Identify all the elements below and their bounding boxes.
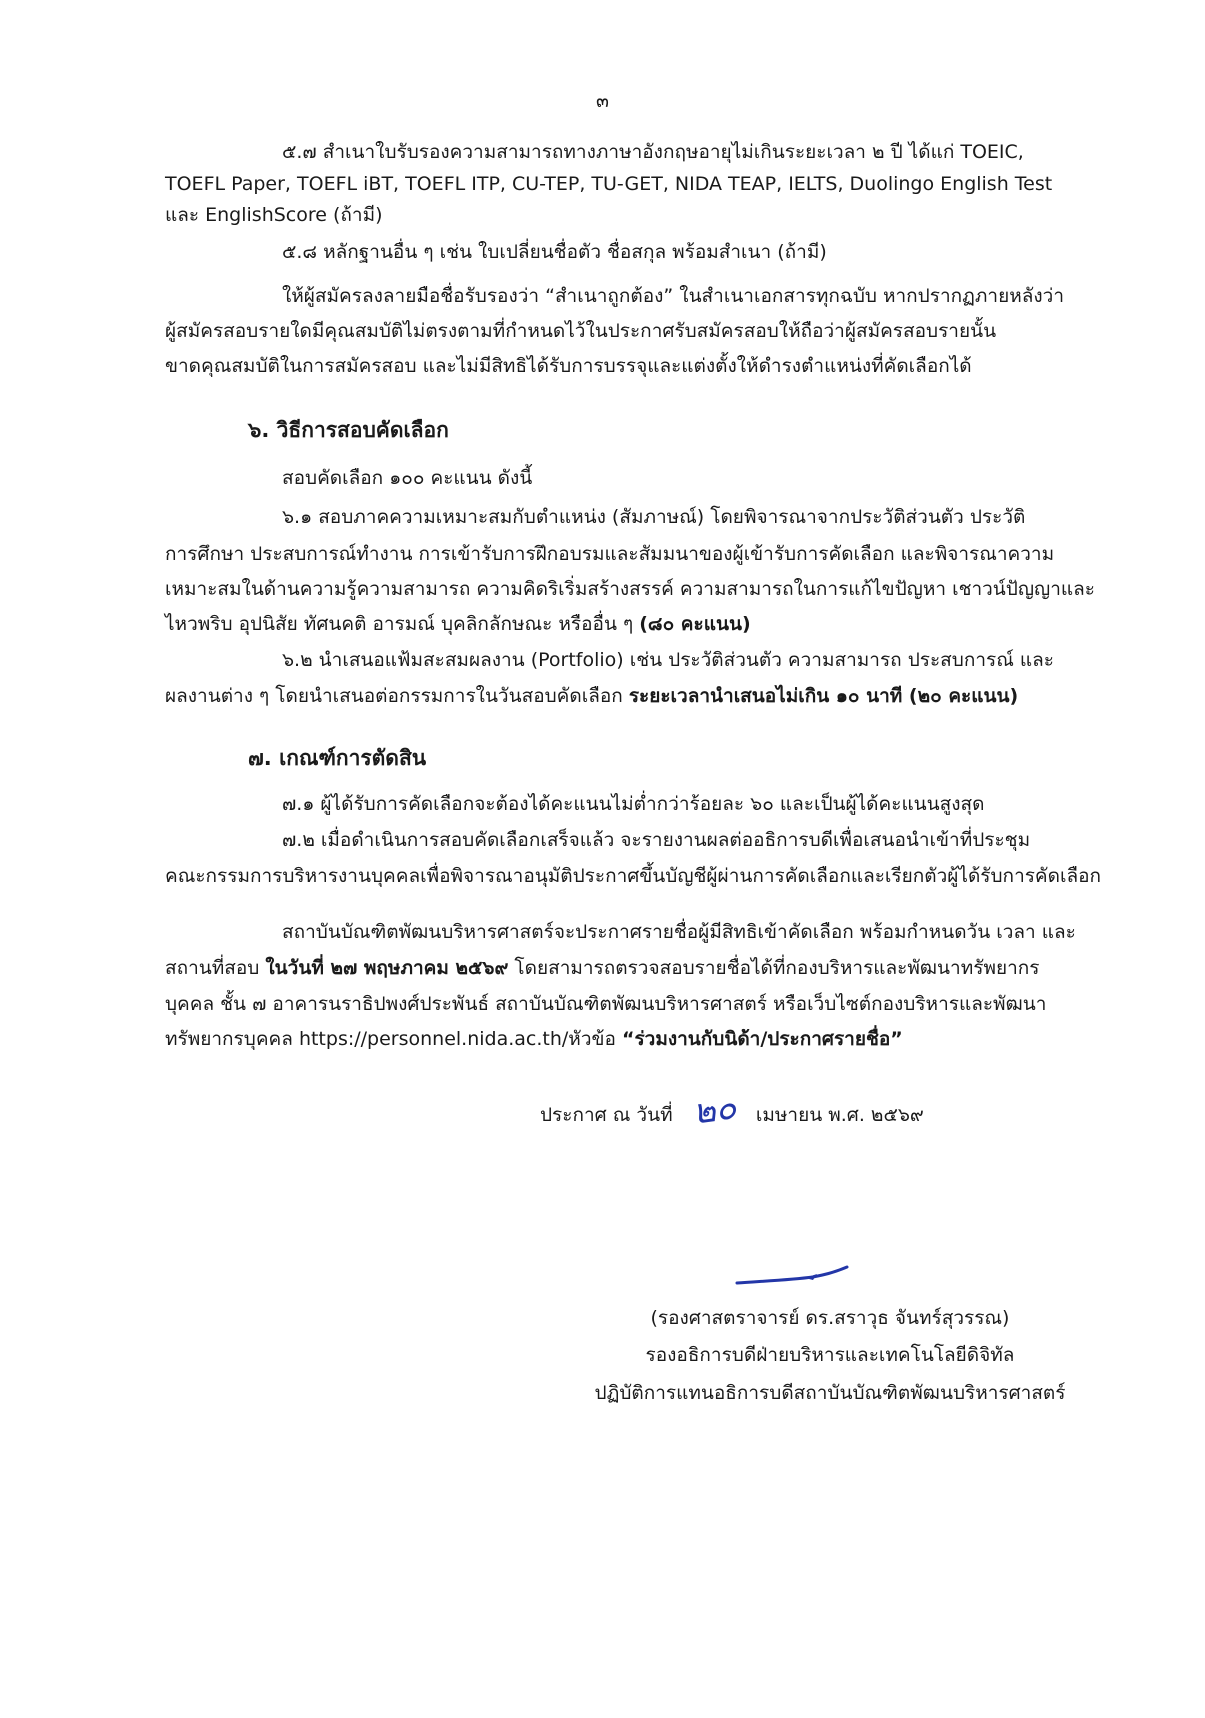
handwritten-signature (735, 1263, 855, 1293)
item-6-2-duration: ระยะเวลานำเสนอไม่เกิน ๑๐ นาที (๒๐ คะแนน) (628, 685, 1019, 707)
item-6-1-text: ไหวพริบ อุปนิสัย ทัศนคติ อารมณ์ บุคลิกลักษณะ หรืออื่น ๆ (165, 613, 634, 635)
item-5-7-line-1: ๕.๗ สำเนาใบรับรองความสามารถทางภาษาอังกฤษอายุไม่เกินระยะเวลา ๒ ปี ได้แก่ TOEIC, (282, 141, 1024, 163)
announce-line-4 (165, 1025, 903, 1053)
announce-url: https://personnel.nida.ac.th/หัวข้อ (298, 1028, 616, 1050)
item-6-1-score: (๘๐ คะแนน) (639, 613, 751, 635)
signatory-name: (รองศาสตราจารย์ ดร.สราวุธ จันทร์สุวรรณ) (650, 1307, 1010, 1329)
signatory-title-1: รองอธิการบดีฝ่ายบริหารและเทคโนโลยีดิจิทัล (645, 1344, 1015, 1366)
page-number: ๓ (596, 90, 609, 112)
announce-line-2 (165, 954, 1039, 982)
signatory-title-2: ปฏิบัติการแทนอธิการบดีสถาบันบัณฑิตพัฒนบริหารศาสตร์ (594, 1382, 1066, 1404)
certify-line-2: ผู้สมัครสอบรายใดมีคุณสมบัติไม่ตรงตามที่กำหนดไว้ในประกาศรับสมัครสอบให้ถือว่าผู้สมัครสอบรายนั้น (165, 320, 997, 342)
date-prefix: ประกาศ ณ วันที่ (540, 1104, 673, 1126)
item-6-1-line-2: การศึกษา ประสบการณ์ทำงาน การเข้ารับการฝึกอบรมและสัมมนาของผู้เข้ารับการคัดเลือก และพิจารณาความ (165, 543, 1055, 565)
section-6-intro: สอบคัดเลือก ๑๐๐ คะแนน ดังนี้ (282, 467, 533, 489)
announce-line-3: บุคคล ชั้น ๗ อาคารนราธิปพงศ์ประพันธ์ สถาบันบัณฑิตพัฒนบริหารศาสตร์ หรือเว็บไซต์กองบริหารและพัฒนา (165, 993, 1047, 1015)
date-suffix: เมษายน พ.ศ. ๒๕๖๙ (755, 1104, 924, 1126)
item-5-8-line-1: ๕.๘ หลักฐานอื่น ๆ เช่น ใบเปลี่ยนชื่อตัว ชื่อสกุล พร้อมสำเนา (ถ้ามี) (282, 241, 827, 263)
announcement-date (540, 1087, 924, 1135)
item-6-1-line-1: ๖.๑ สอบภาคความเหมาะสมกับตำแหน่ง (สัมภาษณ์) โดยพิจารณาจากประวัติส่วนตัว ประวัติ (282, 506, 1026, 528)
certify-line-3: ขาดคุณสมบัติในการสมัครสอบ และไม่มีสิทธิได้รับการบรรจุและแต่งตั้งให้ดำรงตำแหน่งที่คัดเลือกได้ (165, 355, 972, 377)
item-6-2-line-1: ๖.๒ นำเสนอแฟ้มสะสมผลงาน (Portfolio) เช่น ประวัติส่วนตัว ความสามารถ ประสบการณ์ และ (282, 649, 1054, 671)
section-6-heading: ๖. วิธีการสอบคัดเลือก (248, 418, 449, 442)
announce-exam-date: ในวันที่ ๒๗ พฤษภาคม ๒๕๖๙ (265, 957, 509, 979)
announce-line-1: สถาบันบัณฑิตพัฒนบริหารศาสตร์จะประกาศรายชื่อผู้มีสิทธิเข้าคัดเลือก พร้อมกำหนดวัน เวลา และ (282, 921, 1076, 943)
item-6-2-line-2 (165, 682, 1018, 710)
item-7-2-line-2: คณะกรรมการบริหารงานบุคคลเพื่อพิจารณาอนุมัติประกาศขึ้นบัญชีผู้ผ่านการคัดเลือกและเรียกตัวผู้ได้รับการคัดเลือก (165, 865, 1102, 887)
handwritten-day: ๒๐ (690, 1087, 739, 1133)
certify-line-1: ให้ผู้สมัครลงลายมือชื่อรับรองว่า “สำเนาถูกต้อง” ในสำเนาเอกสารทุกฉบับ หากปรากฏภายหลังว่า (282, 285, 1064, 307)
item-6-2-text: ผลงานต่าง ๆ โดยนำเสนอต่อกรรมการในวันสอบคัดเลือก (165, 685, 623, 707)
announce-check-text: โดยสามารถตรวจสอบรายชื่อได้ที่กองบริหารและพัฒนาทรัพยากร (514, 957, 1040, 979)
item-7-1: ๗.๑ ผู้ได้รับการคัดเลือกจะต้องได้คะแนนไม่ต่ำกว่าร้อยละ ๖๐ และเป็นผู้ได้คะแนนสูงสุด (282, 793, 985, 815)
announce-dept-text: ทรัพยากรบุคคล (165, 1028, 293, 1050)
item-5-7-line-3: และ EnglishScore (ถ้ามี) (165, 204, 383, 226)
announce-topic: “ร่วมงานกับนิด้า/ประกาศรายชื่อ” (621, 1028, 903, 1050)
item-7-2-line-1: ๗.๒ เมื่อดำเนินการสอบคัดเลือกเสร็จแล้ว จะรายงานผลต่ออธิการบดีเพื่อเสนอนำเข้าที่ประชุม (282, 829, 1031, 851)
item-6-1-line-3: เหมาะสมในด้านความรู้ความสามารถ ความคิดริเริ่มสร้างสรรค์ ความสามารถในการแก้ไขปัญหา เชาวน์ปัญญาและ (165, 578, 1095, 600)
section-7-heading: ๗. เกณฑ์การตัดสิน (248, 746, 427, 770)
item-5-7-line-2: TOEFL Paper, TOEFL iBT, TOEFL ITP, CU-TEP, TU-GET, NIDA TEAP, IELTS, Duolingo English Test (165, 173, 1053, 195)
item-6-1-line-4 (165, 610, 751, 638)
announce-venue-text: สถานที่สอบ (165, 957, 260, 979)
